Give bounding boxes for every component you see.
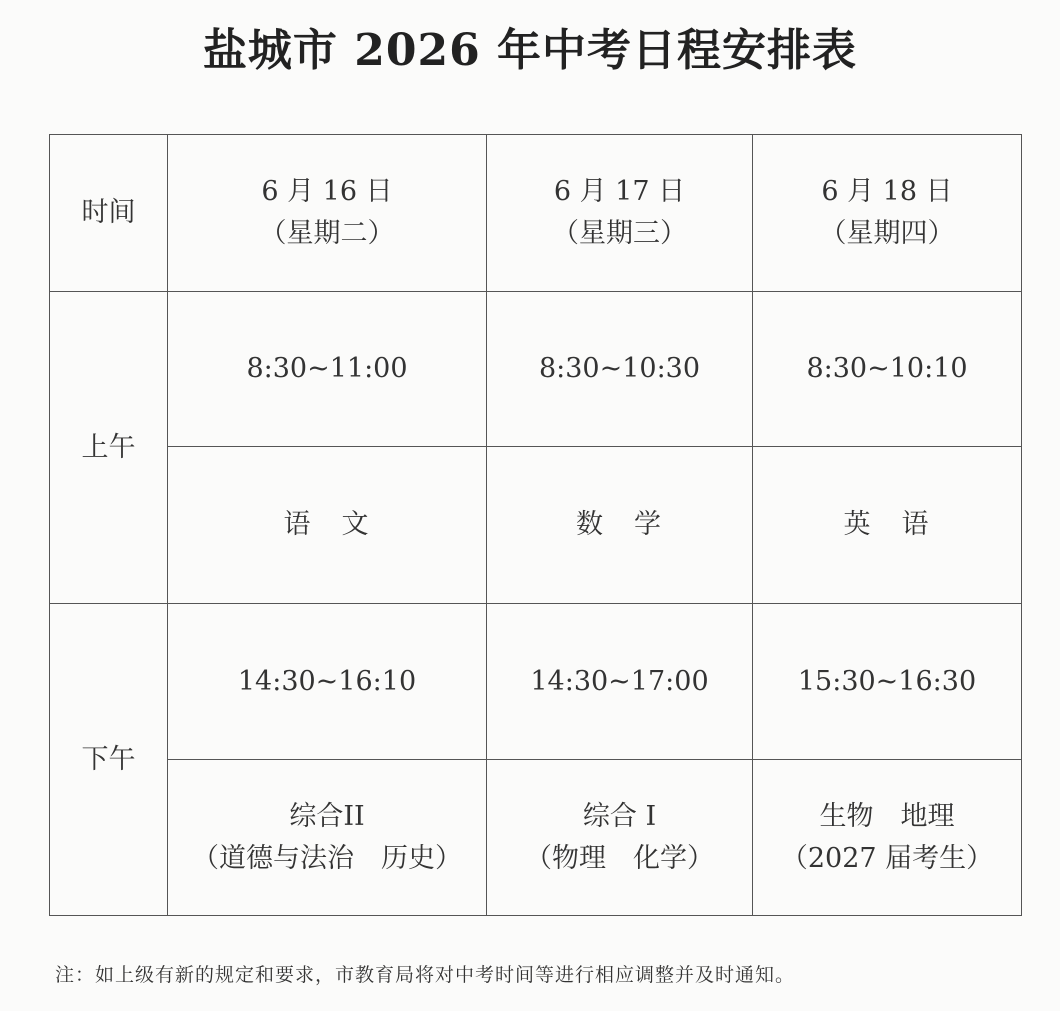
day-3-weekday: （星期四） (819, 218, 955, 249)
afternoon-time-1: 14:30~16:10 (168, 604, 487, 760)
day-2-weekday: （星期三） (552, 218, 687, 249)
afternoon-subject-2-line2: （物理 化学） (525, 842, 714, 874)
afternoon-time-2: 14:30~17:00 (487, 604, 753, 760)
afternoon-subject-3-line1: 生物 地理 (819, 800, 955, 832)
afternoon-subject-1-line2: （道德与法治 历史） (192, 842, 462, 874)
afternoon-subject-row (50, 760, 1022, 916)
morning-subject-row (50, 447, 1022, 604)
morning-time-3: 8:30~10:10 (753, 292, 1022, 447)
morning-subject-3: 英 语 (753, 447, 1022, 604)
morning-time-1: 8:30~11:00 (168, 292, 487, 447)
afternoon-subject-3 (753, 760, 1022, 916)
afternoon-subject-2-line1: 综合 I (582, 800, 657, 832)
afternoon-subject-3-line2: （2027 届考生） (780, 842, 994, 874)
afternoon-subject-1 (168, 760, 487, 916)
day-3-date: 6 月 18 日 (821, 176, 953, 208)
afternoon-time-row (50, 604, 1022, 760)
day-header-2 (487, 135, 753, 292)
morning-subject-2: 数 学 (487, 447, 753, 604)
morning-label: 上午 (50, 292, 168, 604)
day-1-date: 6 月 16 日 (261, 176, 393, 208)
afternoon-label: 下午 (50, 604, 168, 916)
morning-subject-1: 语 文 (168, 447, 487, 604)
header-row (50, 135, 1022, 292)
morning-time-2: 8:30~10:30 (487, 292, 753, 447)
page-title: 盐城市 2026 年中考日程安排表 (202, 25, 858, 76)
afternoon-subject-1-line1: 综合II (289, 800, 365, 832)
schedule-table (49, 134, 1022, 916)
day-header-1 (168, 135, 487, 292)
afternoon-time-3: 15:30~16:30 (753, 604, 1022, 760)
day-header-3 (753, 135, 1022, 292)
day-1-weekday: （星期二） (259, 218, 395, 249)
day-2-date: 6 月 17 日 (553, 176, 686, 208)
footnote: 注：如上级有新的规定和要求，市教育局将对中考时间等进行相应调整并及时通知。 (55, 964, 796, 986)
time-header: 时间 (50, 135, 168, 292)
morning-time-row (50, 292, 1022, 447)
afternoon-subject-2 (487, 760, 753, 916)
